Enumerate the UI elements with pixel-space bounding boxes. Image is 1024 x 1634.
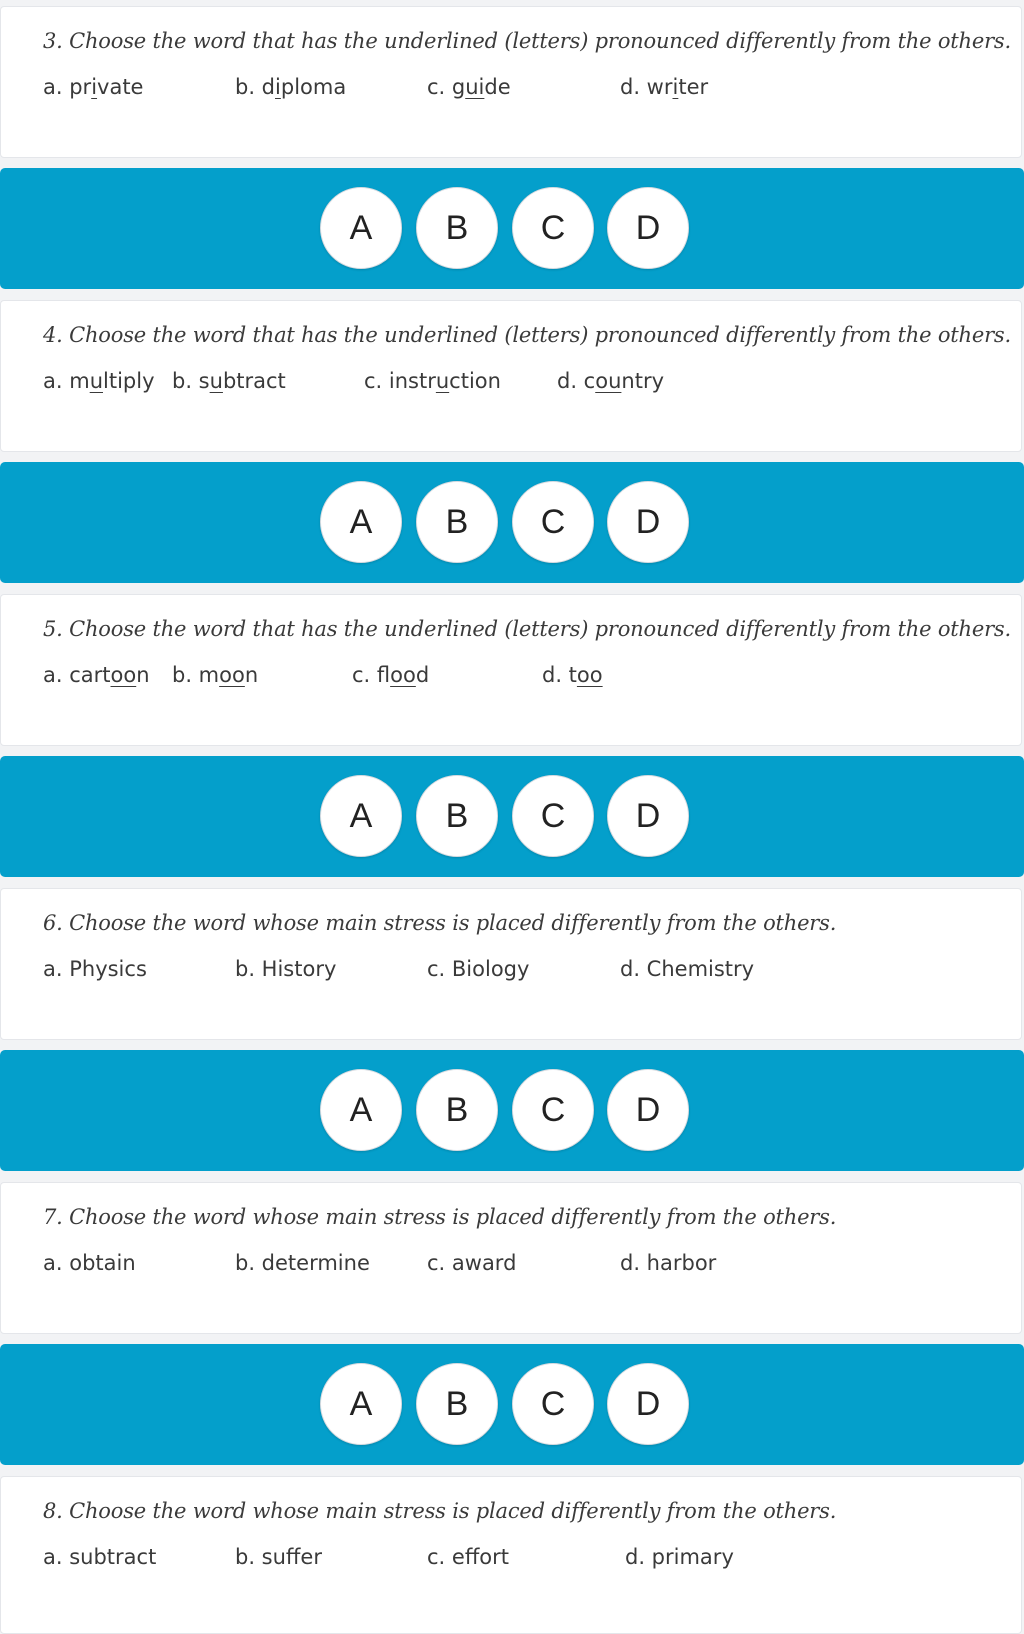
answer-button-b[interactable]: B [416,187,498,269]
answer-button-d[interactable]: D [607,775,689,857]
option-b: b. History [235,957,337,981]
answer-bar [0,462,1024,583]
option-c: c. guide [427,75,511,99]
answer-button-b[interactable]: B [416,481,498,563]
answer-button-d[interactable]: D [607,1363,689,1445]
option-a: a. cartoon [43,663,150,687]
question-text: 5. Choose the word that has the underlined (letters) pronounced differently from the others. [43,617,1011,641]
question-text: 8. Choose the word whose main stress is placed differently from the others. [43,1499,837,1523]
question-card [0,300,1022,452]
answer-button-b[interactable]: B [416,1069,498,1151]
answer-button-a[interactable]: A [320,775,402,857]
question-card [0,1476,1022,1634]
option-d: d. country [557,369,665,393]
option-a: a. obtain [43,1251,136,1275]
answer-button-c[interactable]: C [512,1069,594,1151]
answer-button-d[interactable]: D [607,1069,689,1151]
option-a: a. multiply [43,369,155,393]
answer-button-c[interactable]: C [512,481,594,563]
question-card [0,1182,1022,1334]
answer-button-a[interactable]: A [320,1363,402,1445]
answer-button-a[interactable]: A [320,187,402,269]
question-card [0,594,1022,746]
answer-button-c[interactable]: C [512,775,594,857]
question-text: 6. Choose the word whose main stress is placed differently from the others. [43,911,837,935]
answer-bar [0,168,1024,289]
question-card [0,888,1022,1040]
option-d: d. writer [620,75,709,99]
answer-button-a[interactable]: A [320,1069,402,1151]
option-c: c. award [427,1251,517,1275]
question-card [0,6,1022,158]
answer-button-c[interactable]: C [512,1363,594,1445]
option-c: c. effort [427,1545,510,1569]
option-c: c. flood [352,663,430,687]
answer-button-c[interactable]: C [512,187,594,269]
answer-bar [0,1050,1024,1171]
question-text: 3. Choose the word that has the underlined (letters) pronounced differently from the others. [43,29,1011,53]
question-text: 4. Choose the word that has the underlined (letters) pronounced differently from the others. [43,323,1011,347]
answer-button-d[interactable]: D [607,481,689,563]
answer-button-a[interactable]: A [320,481,402,563]
answer-bar [0,756,1024,877]
option-d: d. harbor [620,1251,717,1275]
answer-button-b[interactable]: B [416,1363,498,1445]
option-b: b. suffer [235,1545,322,1569]
option-c: c. instruction [364,369,501,393]
option-b: b. subtract [172,369,286,393]
option-b: b. diploma [235,75,347,99]
option-b: b. moon [172,663,259,687]
option-b: b. determine [235,1251,370,1275]
option-d: d. too [542,663,603,687]
answer-button-b[interactable]: B [416,775,498,857]
option-a: a. private [43,75,144,99]
question-text: 7. Choose the word whose main stress is placed differently from the others. [43,1205,837,1229]
option-a: a. Physics [43,957,147,981]
answer-bar [0,1344,1024,1465]
option-c: c. Biology [427,957,530,981]
option-a: a. subtract [43,1545,157,1569]
option-d: d. Chemistry [620,957,755,981]
option-d: d. primary [625,1545,734,1569]
answer-button-d[interactable]: D [607,187,689,269]
